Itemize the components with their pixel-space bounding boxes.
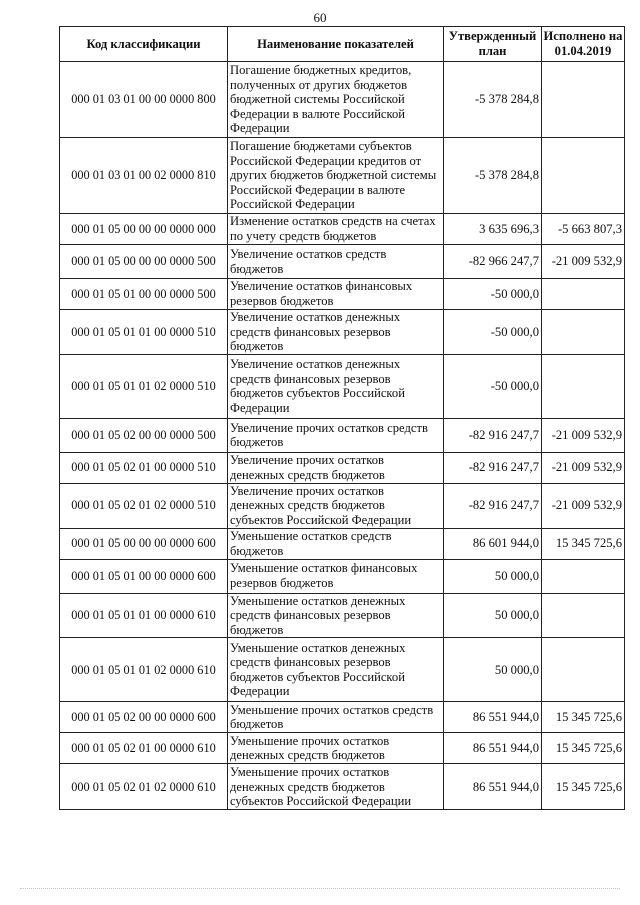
indicator-name: Увеличение остатков денежных средств финансовых резервов бюджетов: [228, 310, 444, 355]
table-row: [60, 452, 625, 483]
indicator-name: Увеличение прочих остатков средств бюджетов: [228, 418, 444, 452]
classification-code: 000 01 05 02 00 00 0000 500: [60, 418, 228, 452]
indicator-name: Увеличение остатков финансовых резервов бюджетов: [228, 279, 444, 310]
budget-sources-table: [59, 26, 625, 810]
table-row: [60, 279, 625, 310]
executed-value: [542, 279, 625, 310]
executed-value: -21 009 532,9: [542, 483, 625, 528]
classification-code: 000 01 05 02 00 00 0000 600: [60, 702, 228, 733]
approved-plan-value: -82 916 247,7: [444, 418, 542, 452]
indicator-name: Уменьшение остатков денежных средств финансовых резервов бюджетов субъектов Российской Федерации: [228, 638, 444, 702]
indicator-name: Уменьшение остатков средств бюджетов: [228, 528, 444, 559]
classification-code: 000 01 05 01 01 00 0000 610: [60, 593, 228, 638]
indicator-name: Уменьшение прочих остатков денежных средств бюджетов субъектов Российской Федерации: [228, 764, 444, 810]
executed-value: -21 009 532,9: [542, 245, 625, 279]
indicator-name: Увеличение остатков денежных средств финансовых резервов бюджетов субъектов Российской Федерации: [228, 354, 444, 418]
indicator-name: Увеличение прочих остатков денежных средств бюджетов: [228, 452, 444, 483]
header-approved-plan: Утвержденный план: [444, 27, 542, 62]
scan-artifact-line: [20, 888, 620, 890]
executed-value: -21 009 532,9: [542, 452, 625, 483]
classification-code: 000 01 05 01 00 00 0000 600: [60, 559, 228, 593]
table-row: [60, 764, 625, 810]
approved-plan-value: 86 551 944,0: [444, 733, 542, 764]
table-row: [60, 528, 625, 559]
executed-value: 15 345 725,6: [542, 702, 625, 733]
classification-code: 000 01 05 00 00 00 0000 000: [60, 214, 228, 245]
classification-code: 000 01 05 00 00 00 0000 500: [60, 245, 228, 279]
approved-plan-value: -50 000,0: [444, 310, 542, 355]
table-row: [60, 310, 625, 355]
executed-value: [542, 593, 625, 638]
executed-value: 15 345 725,6: [542, 733, 625, 764]
classification-code: 000 01 05 02 01 02 0000 610: [60, 764, 228, 810]
approved-plan-value: -82 916 247,7: [444, 483, 542, 528]
table-row: [60, 138, 625, 214]
table-row: [60, 733, 625, 764]
table-row: [60, 593, 625, 638]
classification-code: 000 01 05 02 01 02 0000 510: [60, 483, 228, 528]
executed-value: -21 009 532,9: [542, 418, 625, 452]
indicator-name: Погашение бюджетами субъектов Российской Федерации кредитов от других бюджетов бюджетной системы Российской Федерации в валюте Российской Федерации: [228, 138, 444, 214]
classification-code: 000 01 03 01 00 02 0000 810: [60, 138, 228, 214]
approved-plan-value: -50 000,0: [444, 279, 542, 310]
table-row: [60, 638, 625, 702]
header-indicator-name: Наименование показателей: [228, 27, 444, 62]
indicator-name: Увеличение остатков средств бюджетов: [228, 245, 444, 279]
classification-code: 000 01 05 01 01 02 0000 610: [60, 638, 228, 702]
header-executed: Исполнено на 01.04.2019: [542, 27, 625, 62]
indicator-name: Уменьшение остатков денежных средств финансовых резервов бюджетов: [228, 593, 444, 638]
indicator-name: Увеличение прочих остатков денежных средств бюджетов субъектов Российской Федерации: [228, 483, 444, 528]
table-row: [60, 559, 625, 593]
executed-value: [542, 310, 625, 355]
approved-plan-value: -5 378 284,8: [444, 138, 542, 214]
executed-value: [542, 559, 625, 593]
classification-code: 000 01 05 02 01 00 0000 510: [60, 452, 228, 483]
indicator-name: Изменение остатков средств на счетах по учету средств бюджетов: [228, 214, 444, 245]
executed-value: 15 345 725,6: [542, 764, 625, 810]
approved-plan-value: 50 000,0: [444, 559, 542, 593]
indicator-name: Уменьшение остатков финансовых резервов бюджетов: [228, 559, 444, 593]
table-row: [60, 483, 625, 528]
table-row: [60, 702, 625, 733]
approved-plan-value: 50 000,0: [444, 638, 542, 702]
approved-plan-value: 86 551 944,0: [444, 764, 542, 810]
approved-plan-value: 50 000,0: [444, 593, 542, 638]
executed-value: [542, 638, 625, 702]
classification-code: 000 01 05 01 01 02 0000 510: [60, 354, 228, 418]
header-classification-code: Код классификации: [60, 27, 228, 62]
table-row: [60, 245, 625, 279]
executed-value: [542, 62, 625, 138]
table-row: [60, 354, 625, 418]
classification-code: 000 01 03 01 00 00 0000 800: [60, 62, 228, 138]
executed-value: [542, 138, 625, 214]
indicator-name: Погашение бюджетных кредитов, полученных от других бюджетов бюджетной системы Российской Федерации в валюте Российской Федерации: [228, 62, 444, 138]
classification-code: 000 01 05 01 00 00 0000 500: [60, 279, 228, 310]
indicator-name: Уменьшение прочих остатков денежных средств бюджетов: [228, 733, 444, 764]
executed-value: 15 345 725,6: [542, 528, 625, 559]
table-header-row: [60, 27, 625, 62]
table-row: [60, 62, 625, 138]
classification-code: 000 01 05 02 01 00 0000 610: [60, 733, 228, 764]
executed-value: -5 663 807,3: [542, 214, 625, 245]
approved-plan-value: -50 000,0: [444, 354, 542, 418]
approved-plan-value: 86 601 944,0: [444, 528, 542, 559]
approved-plan-value: 3 635 696,3: [444, 214, 542, 245]
approved-plan-value: -82 916 247,7: [444, 452, 542, 483]
approved-plan-value: -5 378 284,8: [444, 62, 542, 138]
classification-code: 000 01 05 01 01 00 0000 510: [60, 310, 228, 355]
indicator-name: Уменьшение прочих остатков средств бюджетов: [228, 702, 444, 733]
classification-code: 000 01 05 00 00 00 0000 600: [60, 528, 228, 559]
executed-value: [542, 354, 625, 418]
page-number: 60: [313, 10, 327, 25]
table-row: [60, 418, 625, 452]
approved-plan-value: 86 551 944,0: [444, 702, 542, 733]
approved-plan-value: -82 966 247,7: [444, 245, 542, 279]
table-row: [60, 214, 625, 245]
